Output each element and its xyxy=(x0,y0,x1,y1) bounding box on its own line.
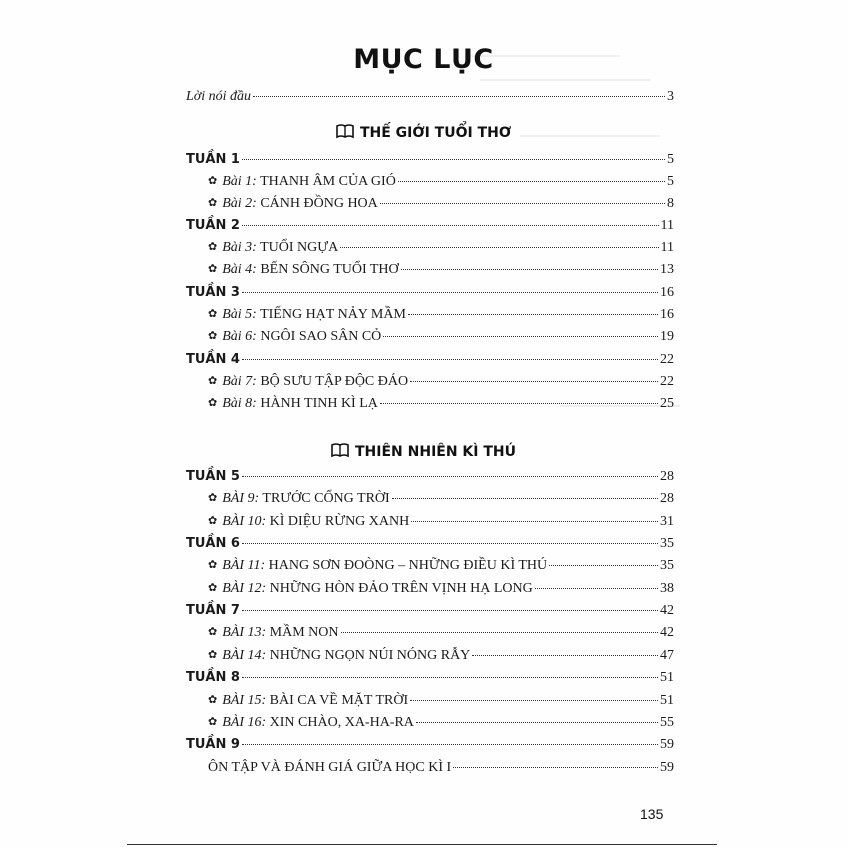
dot-leader xyxy=(242,610,658,611)
dot-leader xyxy=(410,700,658,701)
week-label: TUẦN 1 xyxy=(186,152,240,167)
dot-leader xyxy=(341,632,659,633)
lesson-number: BÀI 10: xyxy=(222,514,267,529)
review-title: ÔN TẬP VÀ ĐÁNH GIÁ GIỮA HỌC KÌ I xyxy=(208,760,452,775)
lesson-title: TIẾNG HẠT NẢY MẦM xyxy=(260,307,406,322)
lesson-number: Bài 6: xyxy=(222,329,257,344)
dot-leader xyxy=(242,359,658,360)
page-ref: 13 xyxy=(660,262,674,277)
page-ref: 59 xyxy=(660,760,674,775)
page-ref: 3 xyxy=(667,89,674,104)
page-ref: 42 xyxy=(660,603,674,618)
page-ref: 51 xyxy=(660,670,674,685)
section-heading xyxy=(0,124,847,141)
book-icon xyxy=(331,443,349,458)
lesson-title: NGÔI SAO SÂN CỎ xyxy=(260,329,382,344)
page-ref: 16 xyxy=(660,307,674,322)
dot-leader xyxy=(535,588,658,589)
toc-row-lesson[interactable] xyxy=(208,648,674,668)
flower-icon: ✿ xyxy=(208,716,218,728)
lesson-title: MẦM NON xyxy=(269,625,339,640)
flower-icon: ✿ xyxy=(208,397,218,409)
page-ref: 31 xyxy=(660,514,674,529)
toc-row-lesson[interactable] xyxy=(208,625,674,645)
toc-row-lesson[interactable] xyxy=(208,374,674,394)
dot-leader xyxy=(242,677,658,678)
flower-icon: ✿ xyxy=(208,330,218,342)
flower-icon: ✿ xyxy=(208,515,218,527)
flower-icon: ✿ xyxy=(208,492,218,504)
dot-leader xyxy=(253,96,665,97)
section-title: THẾ GIỚI TUỔI THƠ xyxy=(359,125,512,141)
toc-row-lesson[interactable] xyxy=(208,329,674,349)
bottom-rule xyxy=(127,844,717,845)
lesson-number: BÀI 16: xyxy=(222,715,267,730)
week-label: TUẦN 7 xyxy=(186,603,240,618)
dot-leader xyxy=(242,543,658,544)
toc-row-lesson[interactable] xyxy=(208,693,674,713)
flower-icon: ✿ xyxy=(208,175,218,187)
toc-row-preface[interactable] xyxy=(186,89,674,109)
week-label: TUẦN 5 xyxy=(186,469,240,484)
lesson-title: HANG SƠN ĐOÒNG – NHỮNG ĐIỀU KÌ THÚ xyxy=(268,558,548,573)
lesson-number: Bài 4: xyxy=(222,262,257,277)
lesson-number: BÀI 12: xyxy=(222,581,267,596)
week-label: TUẦN 8 xyxy=(186,670,240,685)
page-number: 135 xyxy=(640,806,664,822)
dot-leader xyxy=(472,655,658,656)
lesson-number: BÀI 11: xyxy=(222,558,266,573)
dot-leader xyxy=(242,476,658,477)
toc-row-lesson[interactable] xyxy=(208,307,674,327)
lesson-number: BÀI 14: xyxy=(222,648,267,663)
page-ref: 11 xyxy=(660,240,674,255)
toc-row-lesson[interactable] xyxy=(208,240,674,260)
section-title: THIÊN NHIÊN KÌ THÚ xyxy=(355,444,516,460)
flower-icon: ✿ xyxy=(208,263,218,275)
page-ref: 55 xyxy=(660,715,674,730)
flower-icon: ✿ xyxy=(208,375,218,387)
page-ref: 16 xyxy=(660,285,674,300)
lesson-title: THANH ÂM CỦA GIÓ xyxy=(260,174,396,189)
toc-row-lesson[interactable] xyxy=(208,196,674,216)
dot-leader xyxy=(380,203,665,204)
page-ref: 42 xyxy=(660,625,674,640)
page-ref: 22 xyxy=(660,352,674,367)
toc-row-week[interactable] xyxy=(186,603,674,623)
page-ref: 59 xyxy=(660,737,674,752)
dot-leader xyxy=(408,314,658,315)
toc-row-week[interactable] xyxy=(186,285,674,305)
dot-leader xyxy=(416,722,658,723)
toc-row-lesson[interactable] xyxy=(208,558,674,578)
lesson-number: Bài 2: xyxy=(222,196,257,211)
toc-row-week[interactable] xyxy=(186,670,674,690)
lesson-number: Bài 7: xyxy=(222,374,257,389)
dot-leader xyxy=(242,159,665,160)
toc-row-lesson[interactable] xyxy=(208,581,674,601)
page-ref: 47 xyxy=(660,648,674,663)
lesson-number: BÀI 15: xyxy=(222,693,267,708)
page-ref: 28 xyxy=(660,469,674,484)
dot-leader xyxy=(383,336,658,337)
page-ref: 51 xyxy=(660,693,674,708)
dot-leader xyxy=(410,381,658,382)
flower-icon: ✿ xyxy=(208,308,218,320)
toc-row-week[interactable] xyxy=(186,218,674,238)
week-label: TUẦN 9 xyxy=(186,737,240,752)
dot-leader xyxy=(453,767,658,768)
dot-leader xyxy=(392,498,658,499)
lesson-number: Bài 5: xyxy=(222,307,257,322)
page-ref: 5 xyxy=(667,174,674,189)
week-label: TUẦN 3 xyxy=(186,285,240,300)
toc-row-lesson[interactable] xyxy=(208,715,674,735)
flower-icon: ✿ xyxy=(208,559,218,571)
week-label: TUẦN 4 xyxy=(186,352,240,367)
flower-icon: ✿ xyxy=(208,197,218,209)
flower-icon: ✿ xyxy=(208,582,218,594)
page-ref: 25 xyxy=(660,396,674,411)
page-title: MỤC LỤC xyxy=(353,44,494,75)
lesson-number: BÀI 13: xyxy=(222,625,267,640)
toc-row-week[interactable] xyxy=(186,469,674,489)
flower-icon: ✿ xyxy=(208,626,218,638)
toc-row-lesson[interactable] xyxy=(208,174,674,194)
page-ref: 28 xyxy=(660,491,674,506)
page-ref: 19 xyxy=(660,329,674,344)
lesson-number: BÀI 9: xyxy=(222,491,260,506)
lesson-title: NHỮNG HÒN ĐẢO TRÊN VỊNH HẠ LONG xyxy=(269,581,533,596)
lesson-title: BẾN SÔNG TUỔI THƠ xyxy=(260,262,399,277)
lesson-number: Bài 8: xyxy=(222,396,257,411)
dot-leader xyxy=(401,269,658,270)
toc-row-week[interactable] xyxy=(186,737,674,757)
section-heading xyxy=(0,443,847,460)
toc-row-week[interactable] xyxy=(186,536,674,556)
lesson-number: Bài 1: xyxy=(222,174,257,189)
page-ref: 11 xyxy=(660,218,674,233)
flower-icon: ✿ xyxy=(208,241,218,253)
page-ref: 35 xyxy=(660,536,674,551)
toc-row-lesson[interactable] xyxy=(208,491,674,511)
page-ref: 5 xyxy=(667,152,674,167)
flower-icon: ✿ xyxy=(208,649,218,661)
toc-row-week[interactable] xyxy=(186,152,674,172)
lesson-title: XIN CHÀO, XA-HA-RA xyxy=(269,715,414,730)
lesson-title: TRƯỚC CỔNG TRỜI xyxy=(262,491,390,506)
toc-row-week[interactable] xyxy=(186,352,674,372)
dot-leader xyxy=(242,744,658,745)
page-ref: 35 xyxy=(660,558,674,573)
lesson-title: KÌ DIỆU RỪNG XANH xyxy=(269,514,410,529)
dot-leader xyxy=(242,292,658,293)
lesson-title: BÀI CA VỀ MẶT TRỜI xyxy=(269,693,409,708)
flower-icon: ✿ xyxy=(208,694,218,706)
preface-label: Lời nói đầu xyxy=(186,89,252,104)
page-ref: 8 xyxy=(667,196,674,211)
lesson-title: TUỔI NGỰA xyxy=(260,240,339,255)
lesson-title: HÀNH TINH KÌ LẠ xyxy=(260,396,378,411)
toc-row-lesson[interactable] xyxy=(208,514,674,534)
dot-leader xyxy=(380,403,658,404)
page-ref: 38 xyxy=(660,581,674,596)
lesson-title: BỘ SƯU TẬP ĐỘC ĐÁO xyxy=(260,374,409,389)
dot-leader xyxy=(242,225,659,226)
book-icon xyxy=(336,124,354,139)
toc-row-lesson[interactable] xyxy=(208,262,674,282)
page-ref: 22 xyxy=(660,374,674,389)
lesson-number: Bài 3: xyxy=(222,240,257,255)
lesson-title: CÁNH ĐỒNG HOA xyxy=(260,196,378,211)
lesson-title: NHỮNG NGỌN NÚI NÓNG RẪY xyxy=(269,648,471,663)
dot-leader xyxy=(398,181,665,182)
week-label: TUẦN 2 xyxy=(186,218,240,233)
toc-row-lesson[interactable] xyxy=(208,396,674,416)
toc-row-review[interactable] xyxy=(208,760,674,780)
week-label: TUẦN 6 xyxy=(186,536,240,551)
dot-leader xyxy=(340,247,658,248)
dot-leader xyxy=(549,565,658,566)
dot-leader xyxy=(411,521,658,522)
